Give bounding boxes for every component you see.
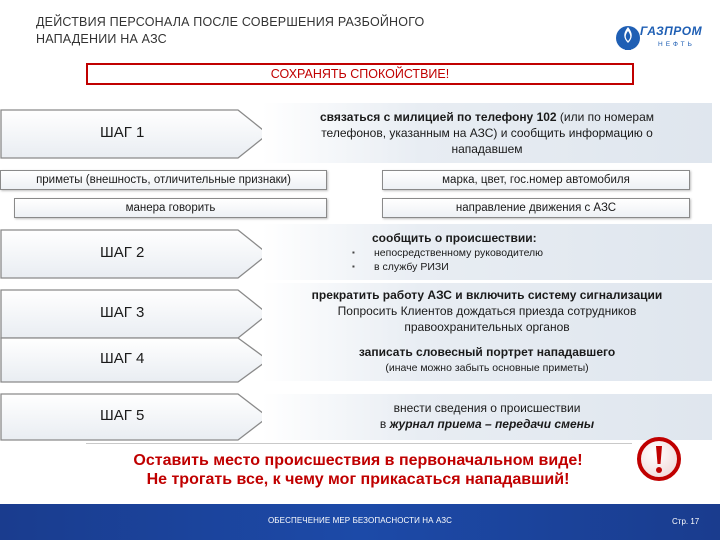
step-4-panel [262,339,712,381]
calm-banner: СОХРАНЯТЬ СПОКОЙСТВИЕ! [86,63,634,85]
step-3-arrow [0,289,270,337]
page-number: Стр. 17 [672,517,700,526]
title-line-1: ДЕЙСТВИЯ ПЕРСОНАЛА ПОСЛЕ СОВЕРШЕНИЯ РАЗБОЙНОГО [36,15,425,29]
step-1-rest: (или по номерам [556,110,654,124]
step-5-line-1: внести сведения о происшествии [393,401,581,415]
warning-line-2: Не трогать все, к чему мог прикасаться нападавший! [146,471,570,488]
warning-text [96,451,620,489]
page-title [36,14,506,48]
step-3-line-2: Попросить Клиентов дождаться приезда сотрудников [337,304,637,318]
step-2-label: ШАГ 2 [100,244,145,261]
step-1-line-3: нападавшем [451,142,523,156]
step-3-panel [262,283,712,339]
step-1-bold: связаться с милицией по телефону 102 [320,110,557,124]
direction-pill: направление движения с АЗС [382,198,690,218]
step-3-label: ШАГ 3 [100,304,145,321]
step-4-line-1: записать словесный портрет нападавшего [358,345,616,359]
car-pill: марка, цвет, гос.номер автомобиля [382,170,690,190]
footer-text: ОБЕСПЕЧЕНИЕ МЕР БЕЗОПАСНОСТИ НА АЗС [267,516,453,525]
step-2-arrow [0,229,270,277]
step-2-heading: сообщить о происшествии: [372,231,537,245]
step-2-list [352,246,543,274]
step-1-label: ШАГ 1 [100,124,145,141]
step-3-line-1: прекратить работу АЗС и включить систему сигнализации [311,288,663,302]
step-5-bold: журнал приема – передачи смены [389,417,595,431]
logo-sub-text: НЕФТЬ [658,41,695,48]
gazprom-neft-logo [612,10,712,62]
step-1-line-2: телефонов, указанным на АЗС) и сообщить информацию о [321,126,653,140]
step-4-line-2: (иначе можно забыть основные приметы) [385,362,589,374]
step-1-arrow [0,109,270,157]
logo-main-text: ГАЗПРОМ [640,24,703,38]
step-4-label: ШАГ 4 [100,350,145,367]
signs-pill: приметы (внешность, отличительные признаки) [0,170,327,190]
step-5-label: ШАГ 5 [100,407,145,424]
step-1-panel [262,103,712,163]
step-2-panel [262,224,712,280]
title-line-2: НАПАДЕНИИ НА АЗС [36,32,167,46]
step-5-prefix: в [379,417,390,431]
step-2-item: ▪ непосредственному руководителю [352,246,543,260]
warning-line-1: Оставить место происшествия в первоначальном виде! [133,452,583,469]
step-4-arrow [0,337,270,385]
speech-pill: манера говорить [14,198,327,218]
step-3-line-3: правоохранительных органов [404,320,570,334]
step-2-item: ▪ в службу РИЗИ [352,260,543,274]
step-5-arrow [0,393,270,441]
exclamation-icon [636,434,682,484]
